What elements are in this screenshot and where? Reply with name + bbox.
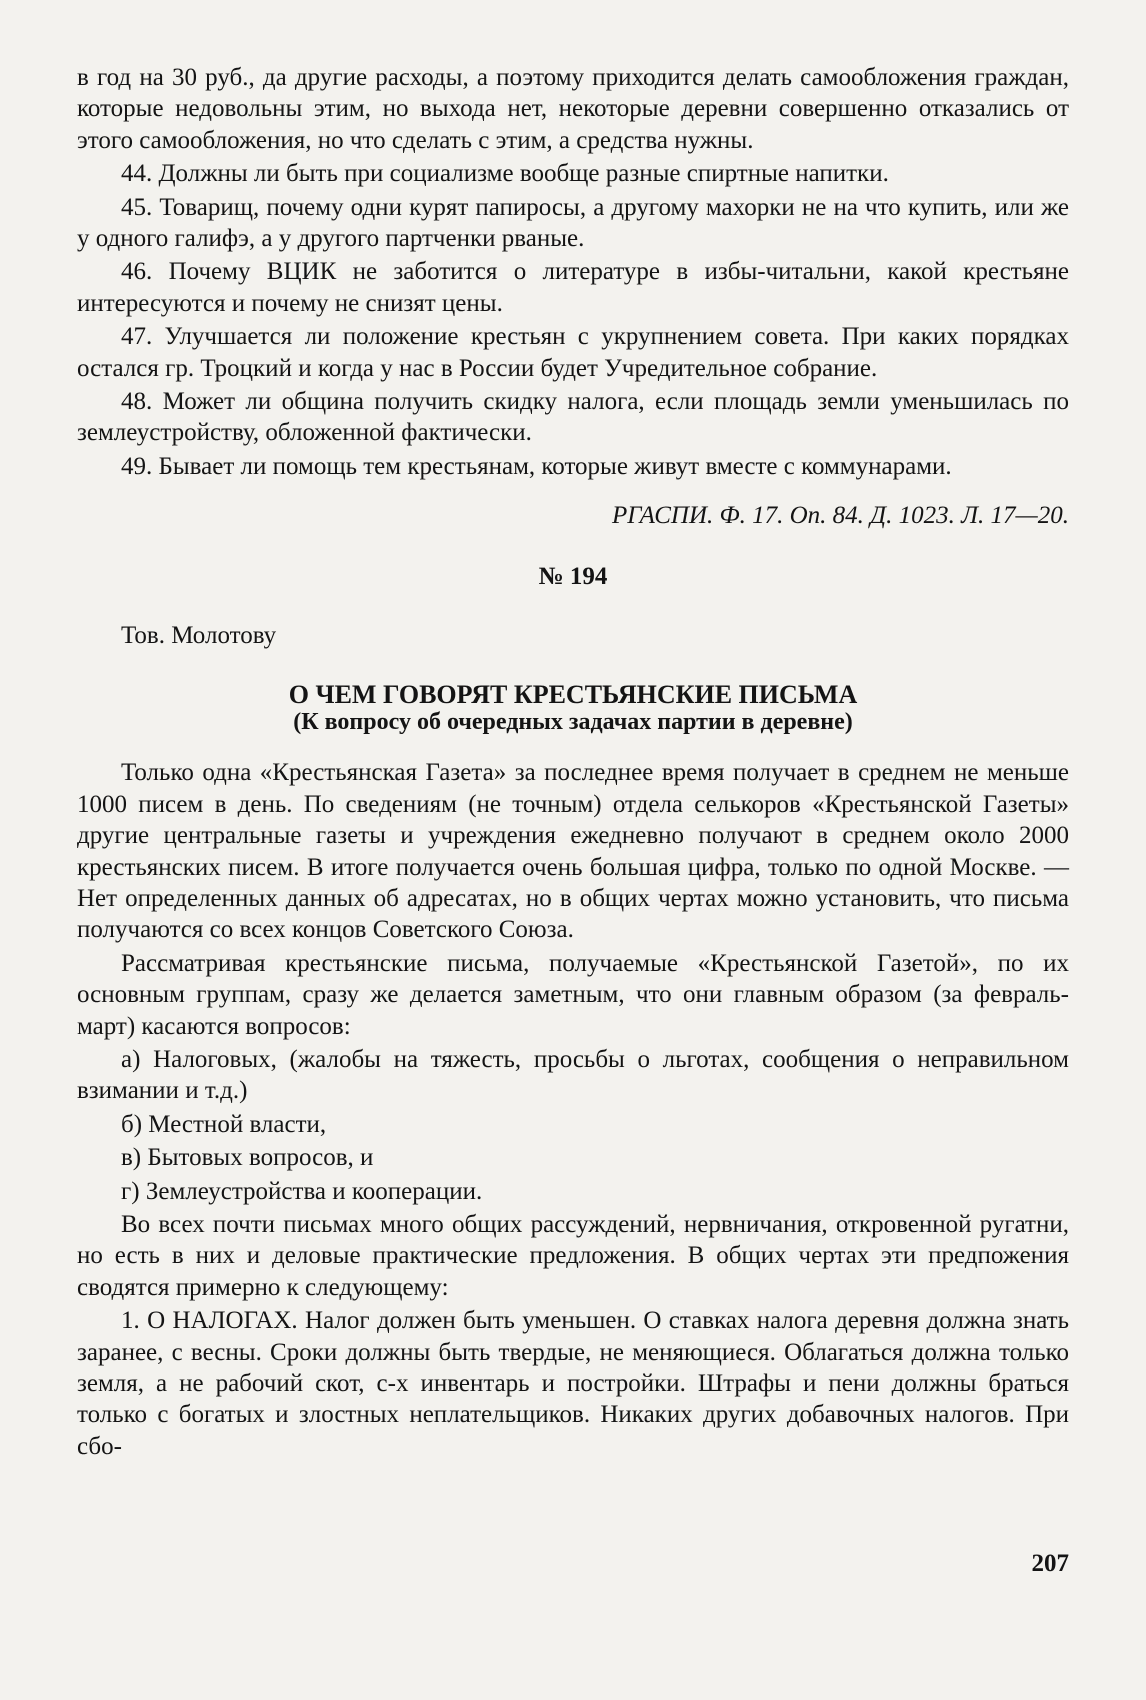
- list-item: г) Землеустройства и кооперации.: [121, 1177, 483, 1205]
- list-item: в) Бытовых вопросов, и: [121, 1144, 374, 1172]
- body-paragraph: Во всех почти письмах много общих рассуждений, нервничания, откровенной ругатни, но есть в них и деловые практические предложения. В общих чертах эти предпожения сводятся примерно к следующему:: [77, 1210, 1069, 1301]
- question-44: 44. Должны ли быть при социализме вообще разные спиртные напитки.: [121, 160, 889, 188]
- question-48: 48. Может ли община получить скидку налога, если площадь земли уменьшилась по землеустройству, обложенной фактически.: [77, 388, 1069, 447]
- body-paragraph: Рассматривая крестьянские письма, получаемые «Крестьянской Газетой», по их основным группам, сразу же делается заметным, что они главным образом (за февраль-март) касаются вопросов:: [77, 949, 1069, 1040]
- archive-source-reference: РГАСПИ. Ф. 17. Оп. 84. Д. 1023. Л. 17—20.: [611, 502, 1069, 530]
- body-paragraph: Только одна «Крестьянская Газета» за последнее время получает в среднем не меньше 1000 писем в день. По сведениям (не точным) отдела селькоров «Крестьянской Газеты» другие центральные газеты и учреждения ежедневно получают в среднем около 2000 крестьянских писем. В итоге получается очень большая цифра, только по одной Москве. — Нет определенных данных об адресатах, но в общих чертах можно установить, что письма получаются со всех концов Советского Союза.: [77, 759, 1069, 944]
- question-49: 49. Бывает ли помощь тем крестьянам, которые живут вместе с коммунарами.: [121, 452, 952, 480]
- document-subtitle: (К вопросу об очередных задачах партии в деревне): [293, 709, 853, 736]
- question-47: 47. Улучшается ли положение крестьян с укрупнением совета. При каких порядках остался гр. Троцкий и когда у нас в России будет Учредительное собрание.: [77, 323, 1069, 382]
- question-46: 46. Почему ВЦИК не заботится о литературе в избы-читальни, какой крестьяне интересуются и почему не снизят цены.: [77, 258, 1069, 317]
- question-45: 45. Товарищ, почему одни курят папиросы, а другому махорки не на что купить, или же у одного галифэ, а у другого партченки рваные.: [77, 193, 1069, 253]
- document-title: О ЧЕМ ГОВОРЯТ КРЕСТЬЯНСКИЕ ПИСЬМА: [288, 680, 858, 710]
- document-page: [77, 62, 1069, 1464]
- body-paragraph: 1. О НАЛОГАХ. Налог должен быть уменьшен. О ставках налога деревня должна знать заранее, с весны. Сроки должны быть твердые, не меняющиеся. Облагаться должна только земля, а не рабочий скот, с-х инвентарь и постройки. Штрафы и пени должны браться только с богатых и злостных неплательщиков. Никаких других добавочных налогов. При сбо-: [77, 1307, 1069, 1460]
- list-item: а) Налоговых, (жалобы на тяжесть, просьбы о льготах, сообщения о неправильном взимании и т.д.): [77, 1045, 1069, 1105]
- list-item: б) Местной власти,: [121, 1110, 327, 1138]
- addressee: Тов. Молотову: [121, 622, 277, 650]
- document-number: № 194: [538, 563, 608, 591]
- continuation-paragraph: в год на 30 руб., да другие расходы, а поэтому приходится делать самообложения граждан, которые недовольны этим, но выхода нет, некоторые деревни совершенно отказались от этого самообложения, но что сделать с этим, а средства нужны.: [77, 64, 1069, 154]
- page-number: 207: [1031, 1550, 1069, 1577]
